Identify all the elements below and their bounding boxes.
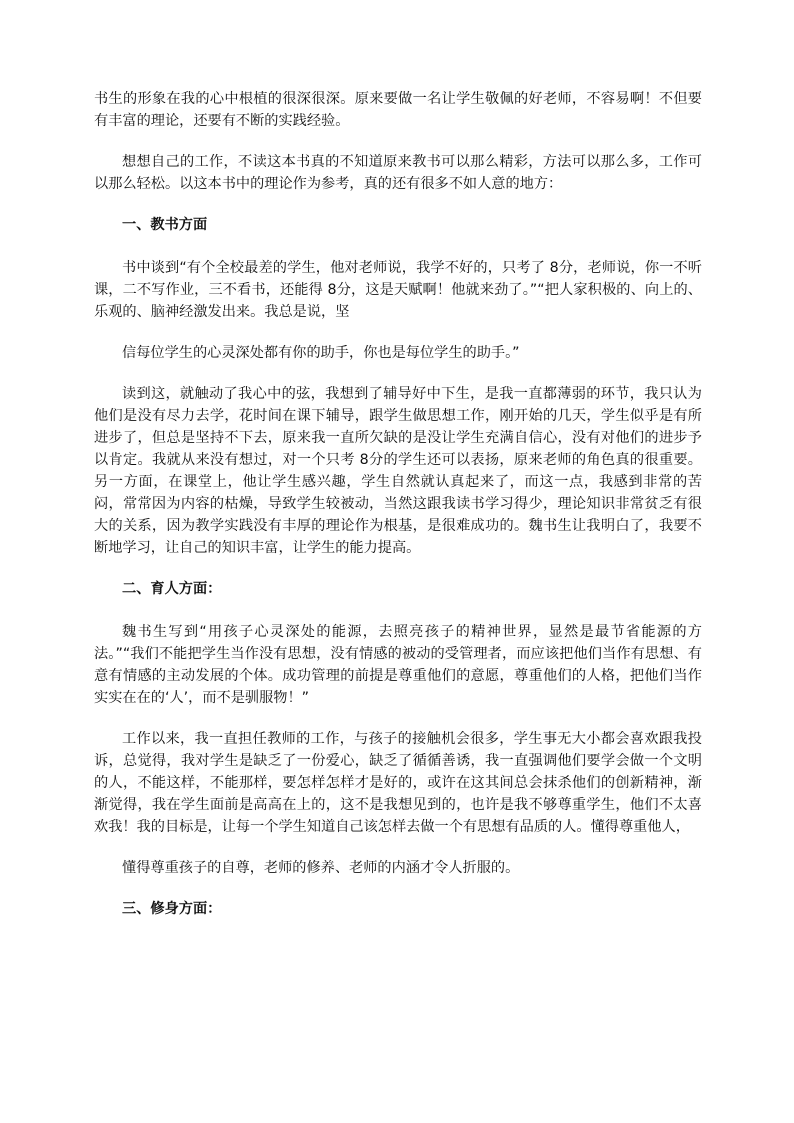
paragraph-nurturing-reflection: 工作以来，我一直担任教师的工作，与孩子的接触机会很多，学生事无大小都会喜欢跟我投诉，总觉得，我对学生是缺乏了一份爱心，缺乏了循循善诱，我一直强调他们要学会做一个文明的人，不能这样，不能那样，要怎样怎样才是好的，或许在这其间总会抹杀他们的创新精神，渐渐觉得，我在学生面前是高高在上的，这不是我想见到的，也许是我不够尊重学生，他们不太喜欢我！我的目标是，让每一个学生知道自己该怎样去做一个有思想有品质的人。懂得尊重他人， [94,731,702,835]
section-heading-self-cultivation: 三、修身方面： [122,901,222,917]
section-heading-teaching: 一、教书方面 [122,217,208,233]
paragraph-quote-continued: 信每位学生的心灵深处都有你的助手，你也是每位学生的助手。” [122,345,520,361]
section-heading-nurturing: 二、育人方面： [122,581,222,597]
paragraph-nurturing-quote: 魏书生写到“用孩子心灵深处的能源，去照亮孩子的精神世界，显然是最节省能源的方法。”“我们不能把学生当作没有思想，没有情感的被动的受管理者，而应该把他们当作有思想、有意有情感的主动发展的个体。成功管理的前提是尊重他们的意愿，尊重他们的人格，把他们当作实实在在的‘人’，而不是驯服物！” [94,624,702,706]
paragraph-book-quote: 书中谈到“有个全校最差的学生，他对老师说，我学不好的，只考了 8分，老师说，你一不听课，二不写作业，三不看书，还能得 8分，这是天赋啊！他就来劲了。”“把人家积极的、向上的、乐观的、脑神经激发出来。我总是说，坚 [94,260,702,320]
paragraph-respect: 懂得尊重孩子的自尊，老师的修养、老师的内涵才令人折服的。 [122,860,520,876]
document-page [94,88,702,941]
paragraph-intro: 书生的形象在我的心中根植的很深很深。原来要做一名让学生敬佩的好老师，不容易啊！不但要有丰富的理论，还要有不断的实践经验。 [94,91,702,129]
paragraph-teaching-reflection: 读到这，就触动了我心中的弦，我想到了辅导好中下生，是我一直都薄弱的环节，我只认为他们是没有尽力去学，花时间在课下辅导，跟学生做思想工作，刚开始的几天，学生似乎是有所进步了，但总是坚持不下去，原来我一直所欠缺的是没让学生充满自信心，没有对他们的进步予以肯定。我就从来没有想过，对一个只考 8分的学生还可以表扬，原来老师的角色真的很重要。另一方面，在课堂上，他让学生感兴趣，学生自然就认真起来了，而这一点，我感到非常的苦闷，常常因为内容的枯燥，导致学生较被动，当然这跟我读书学习得少，理论知识非常贫乏有很大的关系，因为教学实践没有丰厚的理论作为根基，是很难成功的。魏书生让我明白了，我要不断地学习，让自己的知识丰富，让学生的能力提高。 [94,386,702,556]
paragraph-reflection: 想想自己的工作，不读这本书真的不知道原来教书可以那么精彩，方法可以那么多，工作可以那么轻松。以这本书中的理论作为参考，真的还有很多不如人意的地方： [94,154,702,192]
